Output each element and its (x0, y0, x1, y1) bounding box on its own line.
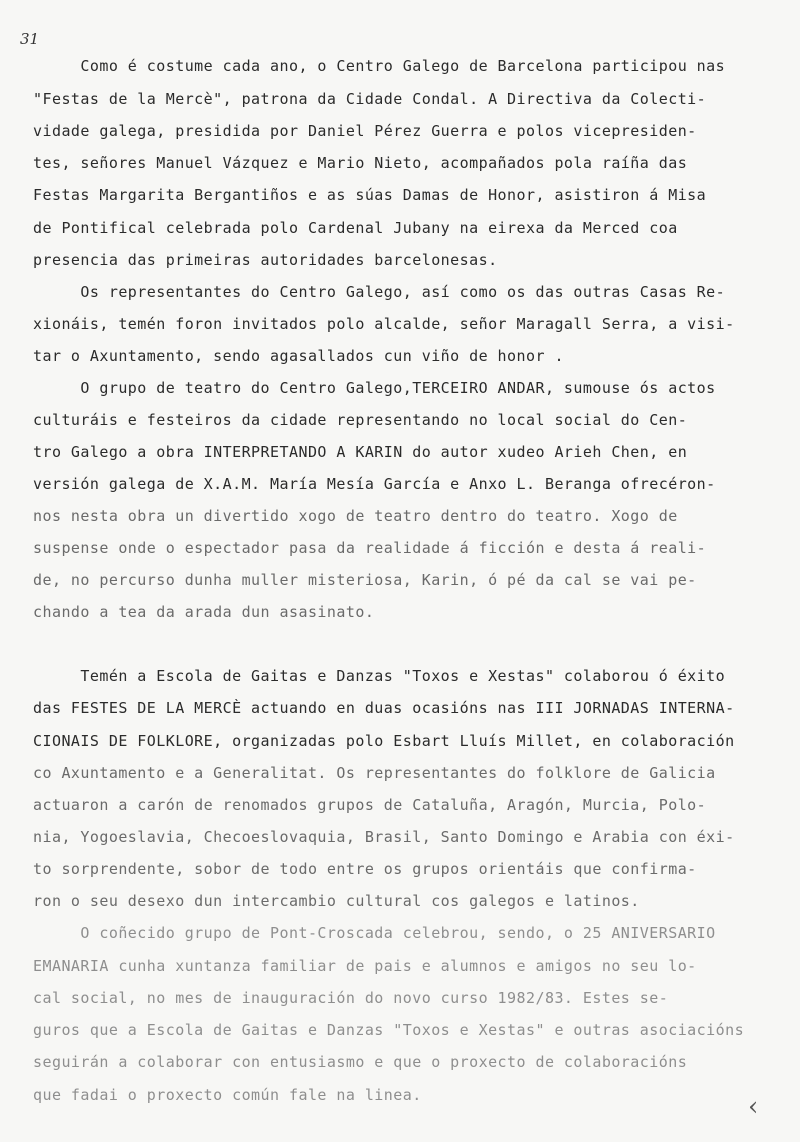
text-line: seguirán a colaborar con entusiasmo e que o proxecto de colaboracións (33, 1053, 688, 1071)
corner-mark: ‹ (748, 1092, 759, 1122)
text-line: co Axuntamento e a Generalitat. Os representantes do folklore de Galicia (33, 764, 716, 782)
text-line: vidade galega, presidida por Daniel Pérez Guerra e polos vicepresiden- (33, 122, 697, 140)
text-line: Festas Margarita Bergantiños e as súas Damas de Honor, asistiron á Misa (33, 186, 707, 204)
text-line: actuaron a carón de renomados grupos de Cataluña, Aragón, Murcia, Polo- (33, 796, 707, 814)
text-line: EMANARIA cunha xuntanza familiar de pais e alumnos e amigos no seu lo- (33, 957, 697, 975)
text-line: das FESTES DE LA MERCÈ actuando en duas ocasións nas III JORNADAS INTERNA- (33, 699, 735, 717)
text-line: de, no percurso dunha muller misteriosa, Karin, ó pé da cal se vai pe- (33, 571, 697, 589)
text-line: to sorprendente, sobor de todo entre os grupos orientáis que confirma- (33, 860, 697, 878)
text-line: suspense onde o espectador pasa da realidade á ficción e desta á reali- (33, 539, 707, 557)
text-line: cal social, no mes de inauguración do novo curso 1982/83. Estes se- (33, 989, 669, 1007)
text-line: Os representantes do Centro Galego, así como os das outras Casas Re- (33, 283, 726, 301)
text-line: tar o Axuntamento, sendo agasallados cun viño de honor . (33, 347, 564, 365)
text-line: presencia das primeiras autoridades barcelonesas. (33, 251, 498, 269)
text-line: de Pontifical celebrada polo Cardenal Jubany na eirexa da Merced coa (33, 219, 678, 237)
text-line: "Festas de la Mercè", patrona da Cidade Condal. A Directiva da Colecti- (33, 90, 707, 108)
text-line: que fadai o proxecto común fale na linea. (33, 1086, 422, 1104)
text-line: O grupo de teatro do Centro Galego,TERCEIRO ANDAR, sumouse ós actos (33, 379, 716, 397)
text-line: nia, Yogoeslavia, Checoeslovaquia, Brasil, Santo Domingo e Arabia con éxi- (33, 828, 735, 846)
text-line: xionáis, temén foron invitados polo alcalde, señor Maragall Serra, a visi- (33, 315, 735, 333)
text-line: CIONAIS DE FOLKLORE, organizadas polo Esbart Lluís Millet, en colaboración (33, 732, 735, 750)
text-line: guros que a Escola de Gaitas e Danzas "Toxos e Xestas" e outras asociacións (33, 1021, 745, 1039)
page-number: 31 (20, 30, 40, 48)
text-line: tro Galego a obra INTERPRETANDO A KARIN do autor xudeo Arieh Chen, en (33, 443, 688, 461)
text-line: O coñecido grupo de Pont-Croscada celebrou, sendo, o 25 ANIVERSARIO (33, 924, 716, 942)
text-line: versión galega de X.A.M. María Mesía García e Anxo L. Beranga ofrecéron- (33, 475, 716, 493)
text-line: Temén a Escola de Gaitas e Danzas "Toxos e Xestas" colaborou ó éxito (33, 667, 726, 685)
text-line: nos nesta obra un divertido xogo de teatro dentro do teatro. Xogo de (33, 507, 678, 525)
text-line: chando a tea da arada dun asasinato. (33, 603, 375, 621)
text-line: Como é costume cada ano, o Centro Galego de Barcelona participou nas (33, 57, 726, 75)
text-line: tes, señores Manuel Vázquez e Mario Nieto, acompañados pola raíña das (33, 154, 688, 172)
text-line: ron o seu desexo dun intercambio cultural cos galegos e latinos. (33, 892, 640, 910)
text-line: culturáis e festeiros da cidade representando no local social do Cen- (33, 411, 688, 429)
